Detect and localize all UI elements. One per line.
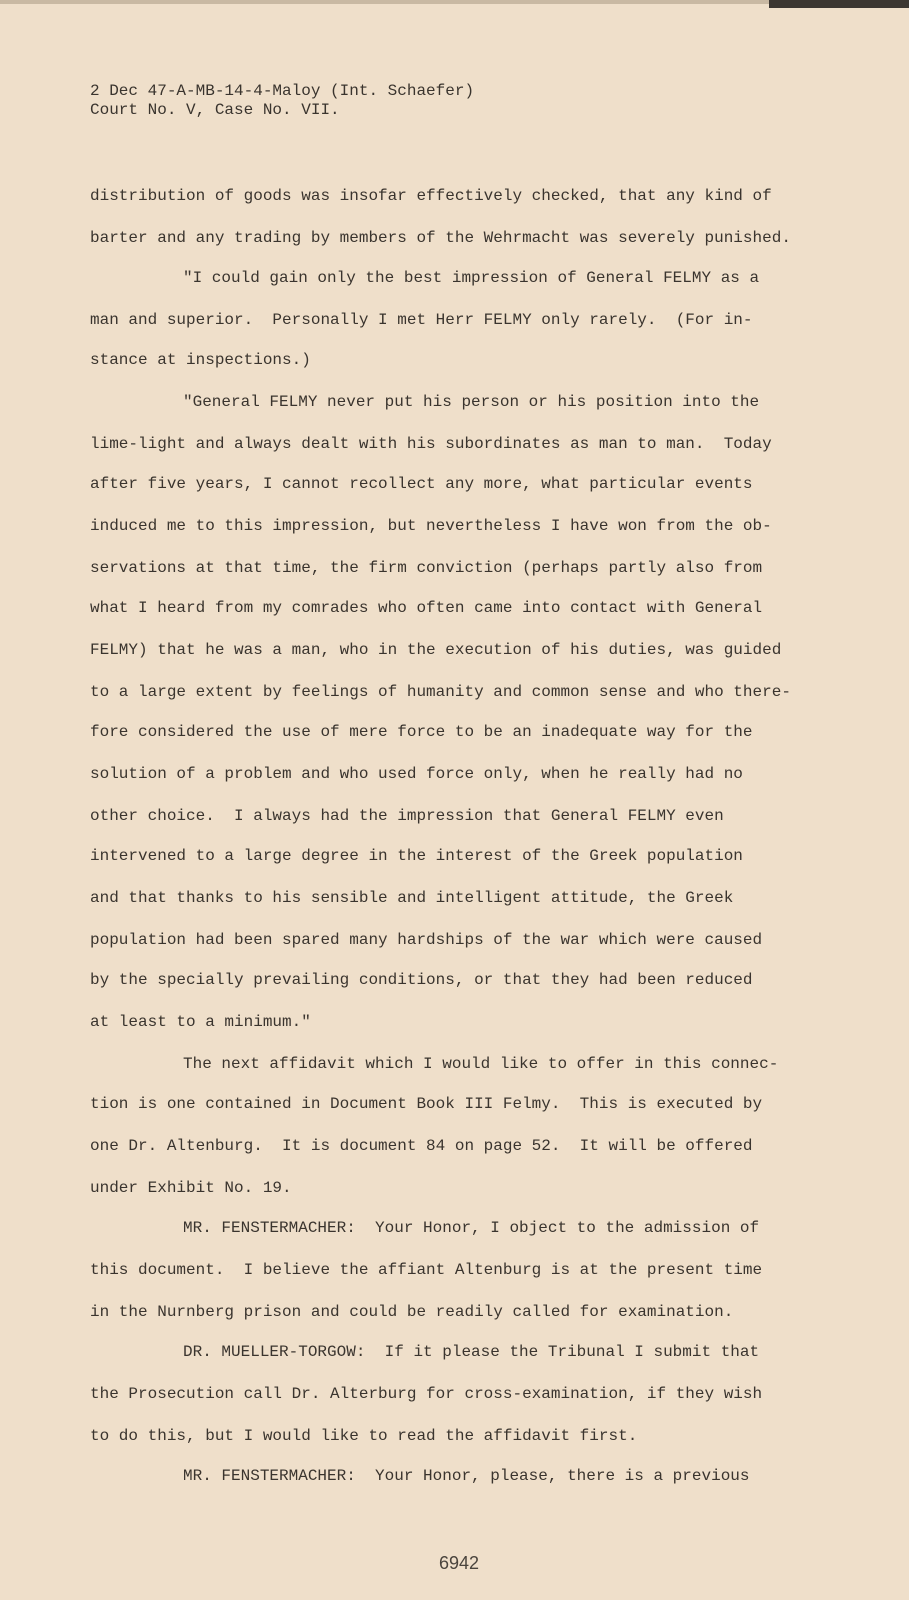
text-line: servations at that time, the firm conviction (perhaps partly also from: [90, 559, 763, 577]
text-line: MR. FENSTERMACHER: Your Honor, please, there is a previous: [183, 1467, 750, 1485]
text-line: man and superior. Personally I met Herr FELMY only rarely. (For in-: [90, 311, 753, 329]
document-header: [90, 82, 474, 120]
text-line: the Prosecution call Dr. Alterburg for cross-examination, if they wish: [90, 1385, 763, 1403]
text-line: population had been spared many hardships of the war which were caused: [90, 931, 763, 949]
text-line: stance at inspections.): [90, 351, 311, 369]
text-line: The next affidavit which I would like to offer in this connec-: [183, 1055, 779, 1073]
text-line: "I could gain only the best impression of General FELMY as a: [183, 269, 760, 287]
text-line: and that thanks to his sensible and intelligent attitude, the Greek: [90, 889, 734, 907]
text-line: lime-light and always dealt with his subordinates as man to man. Today: [90, 435, 772, 453]
text-line: intervened to a large degree in the interest of the Greek population: [90, 847, 743, 865]
text-line: MR. FENSTERMACHER: Your Honor, I object to the admission of: [183, 1219, 760, 1237]
text-line: other choice. I always had the impression that General FELMY even: [90, 807, 724, 825]
text-line: after five years, I cannot recollect any more, what particular events: [90, 475, 753, 493]
header-line-1: 2 Dec 47-A-MB-14-4-Maloy (Int. Schaefer): [90, 82, 475, 100]
text-line: in the Nurnberg prison and could be readily called for examination.: [90, 1303, 734, 1321]
text-line: at least to a minimum.": [90, 1013, 311, 1031]
text-line: what I heard from my comrades who often came into contact with General: [90, 599, 763, 617]
text-line: tion is one contained in Document Book III Felmy. This is executed by: [90, 1095, 763, 1113]
header-line-2: Court No. V, Case No. VII.: [90, 101, 340, 119]
text-line: under Exhibit No. 19.: [90, 1179, 292, 1197]
text-line: to a large extent by feelings of humanity and common sense and who there-: [90, 683, 791, 701]
text-line: solution of a problem and who used force only, when he really had no: [90, 765, 743, 783]
text-line: induced me to this impression, but nevertheless I have won from the ob-: [90, 517, 772, 535]
text-line: DR. MUELLER-TORGOW: If it please the Tribunal I submit that: [183, 1343, 760, 1361]
text-line: distribution of goods was insofar effectively checked, that any kind of: [90, 187, 772, 205]
text-line: one Dr. Altenburg. It is document 84 on page 52. It will be offered: [90, 1137, 753, 1155]
text-line: by the specially prevailing conditions, or that they had been reduced: [90, 971, 753, 989]
text-line: fore considered the use of mere force to be an inadequate way for the: [90, 723, 753, 741]
text-line: barter and any trading by members of the Wehrmacht was severely punished.: [90, 229, 791, 247]
text-line: this document. I believe the affiant Altenburg is at the present time: [90, 1261, 763, 1279]
text-line: FELMY) that he was a man, who in the execution of his duties, was guided: [90, 641, 782, 659]
page-number: 6942: [439, 1553, 480, 1573]
scan-top-dark-edge: [769, 0, 909, 8]
text-line: to do this, but I would like to read the affidavit first.: [90, 1427, 638, 1445]
text-line: "General FELMY never put his person or his position into the: [183, 393, 760, 411]
